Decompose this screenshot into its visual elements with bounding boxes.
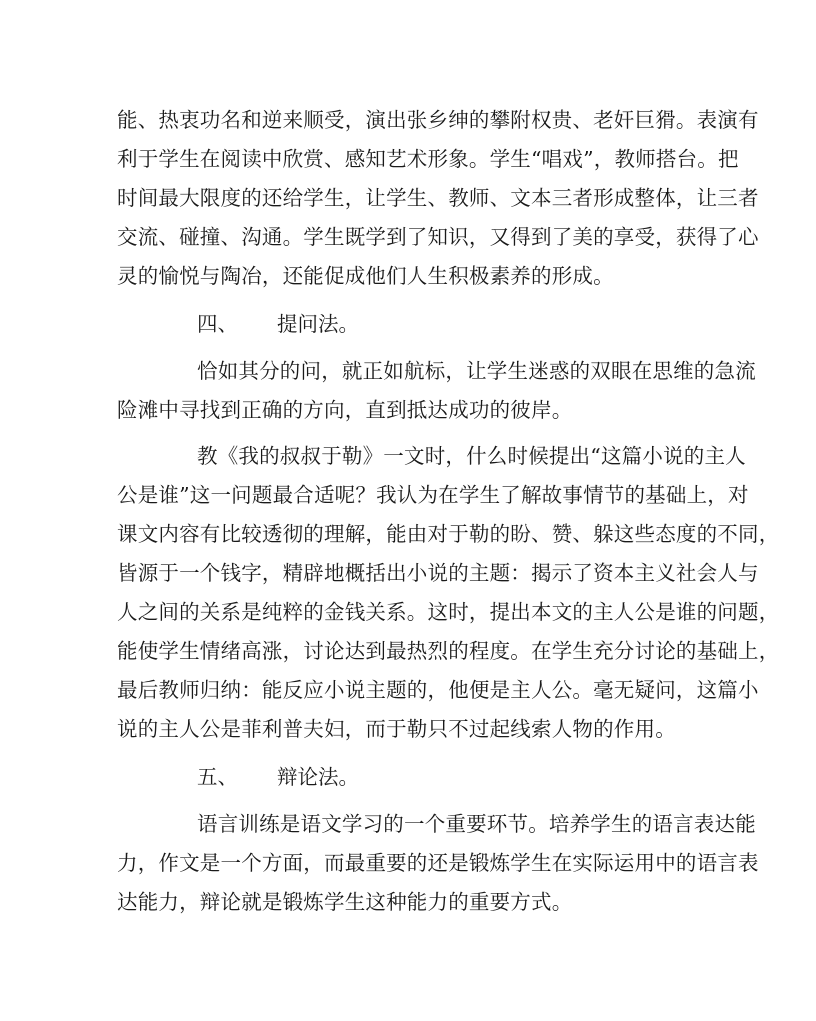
paragraph-line: 最后教师归纳：能反应小说主题的，他便是主人公。毫无疑问，这篇小 bbox=[117, 678, 759, 702]
section-heading-4 bbox=[197, 310, 359, 338]
paragraph-line: 课文内容有比较透彻的理解，能由对于勒的盼、赞、躲这些态度的不同， bbox=[117, 522, 780, 546]
paragraph-line: 利于学生在阅读中欣赏、感知艺术形象。学生“唱戏”，教师搭台。把 bbox=[117, 147, 739, 171]
paragraph-line: 灵的愉悦与陶冶，还能促成他们人生积极素养的形成。 bbox=[117, 264, 614, 288]
paragraph-line: 时间最大限度的还给学生，让学生、教师、文本三者形成整体，让三者 bbox=[117, 186, 759, 210]
paragraph-line: 能、热衷功名和逆来顺受，演出张乡绅的攀附权贵、老奸巨猾。表演有 bbox=[117, 108, 759, 132]
paragraph-line: 教《我的叔叔于勒》一文时，什么时候提出“这篇小说的主人 bbox=[197, 444, 746, 468]
paragraph-line: 人之间的关系是纯粹的金钱关系。这时，提出本文的主人公是谁的问题， bbox=[117, 600, 780, 624]
paragraph-line: 说的主人公是菲利普夫妇，而于勒只不过起线索人物的作用。 bbox=[117, 717, 676, 741]
paragraph-line: 恰如其分的问，就正如航标，让学生迷惑的双眼在思维的急流 bbox=[197, 359, 756, 383]
paragraph-line: 能使学生情绪高涨，讨论达到最热烈的程度。在学生充分讨论的基础上， bbox=[117, 639, 780, 663]
paragraph-line: 公是谁”这一问题最合适呢？我认为在学生了解故事情节的基础上，对 bbox=[117, 483, 749, 507]
paragraph-line: 交流、碰撞、沟通。学生既学到了知识，又得到了美的享受，获得了心 bbox=[117, 225, 759, 249]
paragraph-line: 险滩中寻找到正确的方向，直到抵达成功的彼岸。 bbox=[117, 398, 573, 422]
section-title: 提问法。 bbox=[277, 312, 359, 336]
section-heading-5 bbox=[197, 763, 359, 791]
paragraph-line: 达能力，辩论就是锻炼学生这种能力的重要方式。 bbox=[117, 890, 573, 914]
section-number: 五、 bbox=[197, 765, 238, 789]
paragraph-line: 力，作文是一个方面，而最重要的还是锻炼学生在实际运用中的语言表 bbox=[117, 851, 759, 875]
section-number: 四、 bbox=[197, 312, 238, 336]
section-title: 辩论法。 bbox=[277, 765, 359, 789]
paragraph-line: 皆源于一个钱字，精辟地概括出小说的主题：揭示了资本主义社会人与 bbox=[117, 561, 759, 585]
paragraph-line: 语言训练是语文学习的一个重要环节。培养学生的语言表达能 bbox=[197, 812, 756, 836]
